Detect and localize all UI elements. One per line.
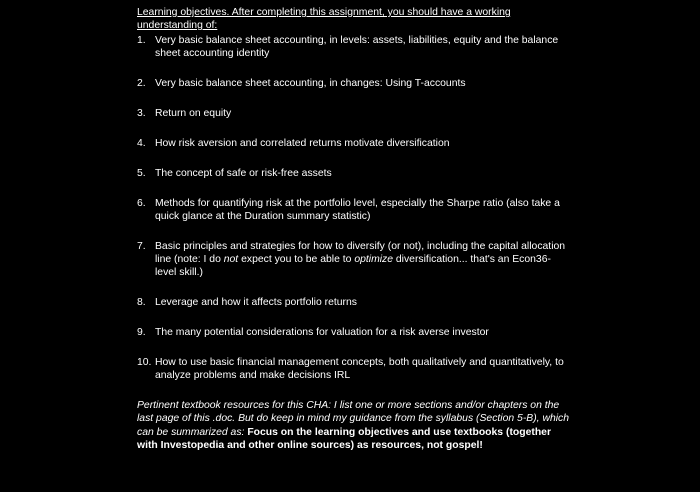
list-item	[137, 167, 572, 180]
list-item	[137, 197, 572, 223]
list-item	[137, 356, 572, 382]
list-item-text: The concept of safe or risk-free assets	[155, 168, 332, 179]
document-body	[137, 6, 572, 463]
list-item-text	[155, 241, 565, 278]
list-item-text-part: expect you to be able to	[238, 254, 355, 265]
list-item-number: 9.	[137, 327, 146, 338]
list-item	[137, 137, 572, 150]
list-item-number: 4.	[137, 138, 146, 149]
list-item-number: 2.	[137, 78, 146, 89]
footer-italic-text: Pertinent textbook resources for this CHA: I list one or more sections and/or chapters on the last page of this .doc. But do keep in mind my guidance from the syllabus (Section 5-B), which can be summarized as:	[137, 400, 570, 438]
list-item	[137, 77, 572, 90]
list-item-number: 3.	[137, 108, 146, 119]
list-item-text-part: Basic principles and strategies for how to diversify (or not), including the capital allocation line (note: I do	[155, 241, 566, 265]
emphasis-optimize: optimize	[354, 254, 394, 265]
list-item-text: Very basic balance sheet accounting, in changes: Using T-accounts	[155, 78, 466, 89]
list-item	[137, 326, 572, 339]
list-item-number: 1.	[137, 35, 146, 46]
list-item-text: How to use basic financial management concepts, both qualitatively and quantitatively, to analyze problems and make decisions IRL	[155, 357, 564, 381]
emphasis-not: not	[223, 254, 239, 265]
list-item-number: 8.	[137, 297, 146, 308]
list-item	[137, 240, 572, 279]
list-item-number: 7.	[137, 241, 146, 252]
objectives-list	[137, 34, 572, 382]
learning-objectives-heading: Learning objectives. After completing this assignment, you should have a working understanding of:	[137, 7, 511, 31]
list-item-text: Return on equity	[155, 108, 232, 119]
list-item-text: Very basic balance sheet accounting, in levels: assets, liabilities, equity and the balance sheet accounting identity	[155, 35, 559, 59]
list-item-text-part: diversification... that's an Econ36-level skill.)	[155, 254, 551, 278]
list-item	[137, 296, 572, 309]
list-item-text: How risk aversion and correlated returns motivate diversification	[155, 138, 450, 149]
footer-bold-text: Focus on the learning objectives and use textbooks (together with Investopedia and other online sources) as resources, not gospel!	[137, 426, 552, 452]
textbook-resources-note	[137, 399, 572, 453]
list-item-text: Leverage and how it affects portfolio returns	[155, 297, 357, 308]
list-item-text: The many potential considerations for valuation for a risk averse investor	[155, 327, 489, 338]
list-item-number: 10.	[137, 357, 152, 368]
list-item-text: Methods for quantifying risk at the portfolio level, especially the Sharpe ratio (also take a quick glance at the Duration summary statistic)	[155, 198, 560, 222]
list-item-number: 5.	[137, 168, 146, 179]
list-item	[137, 34, 572, 60]
list-item-number: 6.	[137, 198, 146, 209]
list-item	[137, 107, 572, 120]
